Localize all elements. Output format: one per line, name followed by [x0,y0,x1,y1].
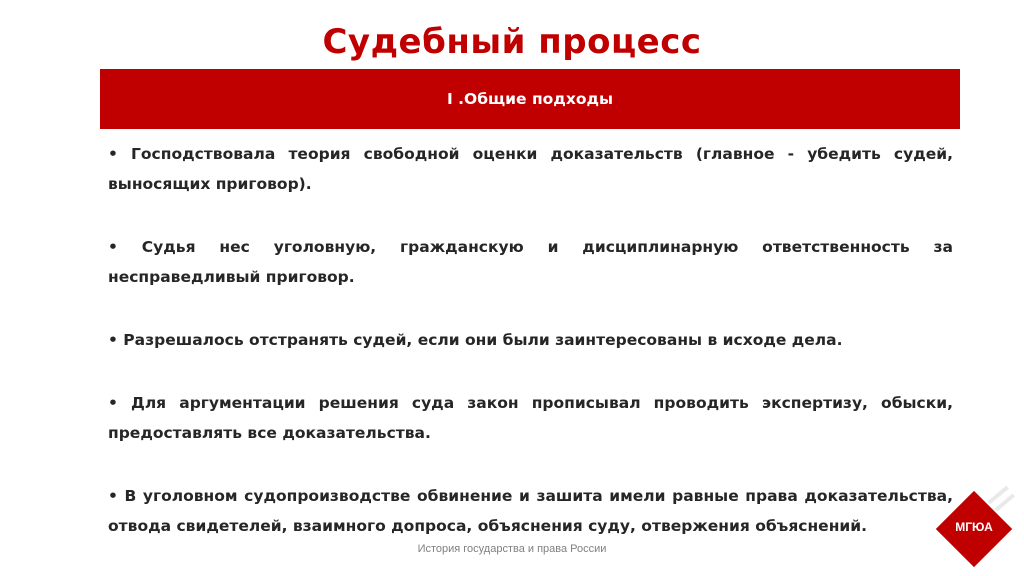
bullet-item-5: • В уголовном судопроизводстве обвинение и зашита имели равные права доказательства, отвода свидетелей, взаимного допроса, объяснения суду, отвержения объяснений. [108,487,953,535]
bullet-item-4: • Для аргументации решения суда закон прописывал проводить экспертизу, обыски, предоставлять все доказательства. [108,394,953,442]
university-logo [935,490,1013,568]
bullet-list [108,139,953,541]
logo-text: МГЮА [955,520,993,534]
bullet-item-2: • Судья нес уголовную, гражданскую и дисциплинарную ответственность за несправедливый приговор. [108,238,953,286]
section-header-text: I .Общие подходы [446,90,613,108]
bullet-item-3: • Разрешалось отстранять судей, если они были заинтересованы в исходе дела. [108,331,843,349]
slide-footer: История государства и права России [417,543,607,555]
bullet-item-1: • Господствовала теория свободной оценки доказательств (главное - убедить судей, выносящих приговор). [108,145,953,193]
slide-title: Судебный процесс [322,22,702,62]
section-header-bar [100,69,960,129]
